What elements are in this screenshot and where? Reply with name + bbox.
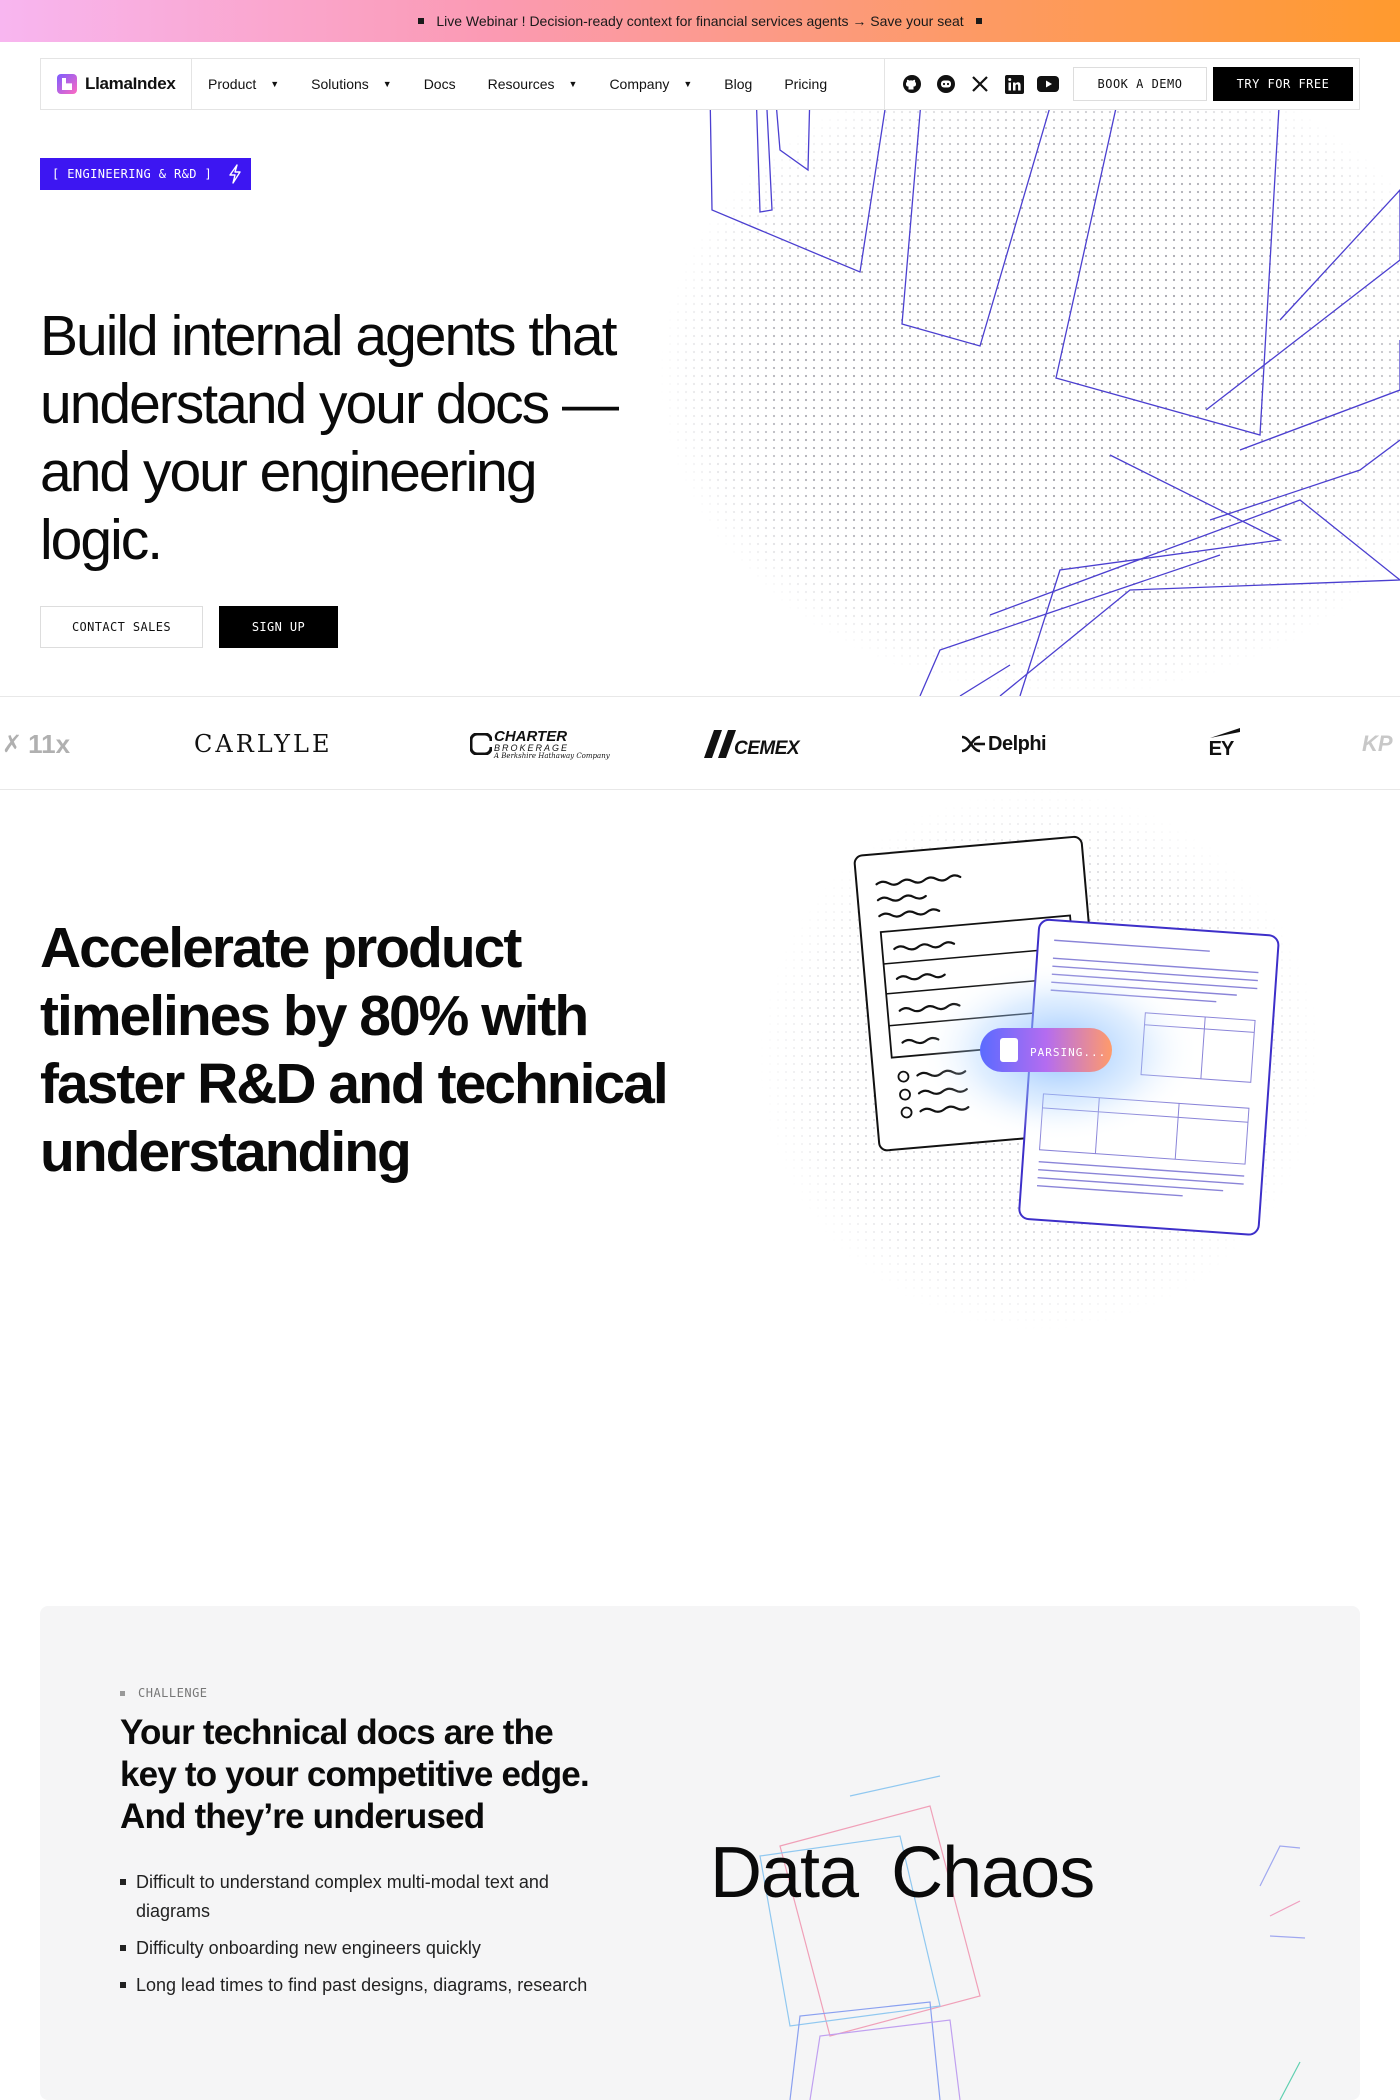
charter-sub: BROKERAGE <box>494 742 570 753</box>
category-tag: [ ENGINEERING & R&D ] <box>40 158 224 190</box>
nav-company-label: Company <box>609 76 670 92</box>
parsing-label: PARSING... <box>1030 1046 1107 1059</box>
logo-delphi <box>960 697 1046 790</box>
youtube-icon[interactable] <box>1037 73 1059 95</box>
delphi-text: Delphi <box>988 732 1047 755</box>
logo-kpmg-partial: KP <box>1362 731 1393 756</box>
linkedin-icon[interactable] <box>1003 73 1025 95</box>
sign-up-button[interactable]: SIGN UP <box>219 606 338 648</box>
challenge-title: Your technical docs are the key to your competitive edge. And they’re underused <box>120 1713 589 1836</box>
label-bullet <box>120 1691 125 1696</box>
nav-blog-label: Blog <box>724 76 753 92</box>
main-nav <box>40 58 1360 110</box>
logo-11x-text: 11x <box>28 728 71 759</box>
banner-bullet <box>418 18 424 24</box>
ey-mark-icon <box>1210 728 1240 738</box>
challenge-label-text: CHALLENGE <box>138 1686 208 1700</box>
nav-solutions-label: Solutions <box>311 76 369 92</box>
list-item: Difficulty onboarding new engineers quickly <box>120 1934 600 1963</box>
challenge-list <box>120 1868 600 2008</box>
nav-resources-label: Resources <box>487 76 555 92</box>
hero-geometric-graphic <box>660 110 1400 696</box>
customer-logos-strip <box>0 696 1400 790</box>
nav-docs[interactable] <box>424 76 456 92</box>
hero-title: Build internal agents that understand your docs — and your engineering logic. <box>40 304 618 572</box>
nav-links <box>192 59 884 109</box>
contact-sales-button[interactable]: CONTACT SALES <box>40 606 203 648</box>
nav-company[interactable] <box>609 76 692 92</box>
try-free-button[interactable]: TRY FOR FREE <box>1213 67 1353 101</box>
data-chaos-graphic <box>640 1766 1360 2100</box>
logo-ey <box>1202 697 1240 790</box>
nav-blog[interactable] <box>724 76 752 92</box>
banner-bullet <box>976 18 982 24</box>
list-item: Long lead times to find past designs, diagrams, research <box>120 1971 600 2000</box>
nav-pricing[interactable] <box>784 76 827 92</box>
logo-text: LlamaIndex <box>85 74 176 93</box>
nav-product[interactable] <box>208 76 279 92</box>
logo[interactable] <box>41 59 192 109</box>
book-demo-button[interactable]: BOOK A DEMO <box>1073 67 1207 101</box>
github-icon[interactable] <box>901 73 923 95</box>
logo-cemex <box>704 697 799 790</box>
logo-carlyle: CARLYLE <box>194 730 333 758</box>
ey-text: EY <box>1208 737 1234 760</box>
section-title-accelerate: Accelerate product timelines by 80% with faster R&D and technical understanding <box>40 916 667 1184</box>
banner-text[interactable]: Live Webinar ! Decision-ready context for financial services agents → Save your seat <box>436 13 964 29</box>
lightning-bolt-icon <box>219 158 251 190</box>
caret-down-icon: ▼ <box>382 79 392 89</box>
charter-mark-icon <box>470 733 492 755</box>
delphi-mark-icon <box>960 735 986 753</box>
logo-11x <box>2 697 70 790</box>
llama-logo-icon <box>57 74 77 94</box>
list-item: Difficult to understand complex multi-modal text and diagrams <box>120 1868 600 1926</box>
charter-name: CHARTER <box>494 727 568 745</box>
caret-down-icon: ▼ <box>568 79 578 89</box>
charter-tagline: A Berkshire Hathaway Company <box>494 751 610 760</box>
nav-product-label: Product <box>208 76 257 92</box>
caret-down-icon: ▼ <box>270 79 280 89</box>
challenge-label <box>120 1686 208 1700</box>
nav-actions <box>884 59 1359 109</box>
nav-solutions[interactable] <box>311 76 392 92</box>
nav-docs-label: Docs <box>423 76 456 92</box>
promo-banner[interactable] <box>0 0 1400 42</box>
nav-resources[interactable] <box>488 76 578 92</box>
discord-icon[interactable] <box>935 73 957 95</box>
logo-charter <box>470 697 610 790</box>
11x-mark-icon: ✗ <box>2 730 23 758</box>
caret-down-icon: ▼ <box>683 79 693 89</box>
cemex-text: CEMEX <box>734 738 800 759</box>
charter-text <box>494 729 610 760</box>
data-chaos-heading: Data Chaos <box>710 1833 1095 1913</box>
challenge-card <box>40 1606 1360 2100</box>
document-parsing-illustration <box>760 790 1320 1330</box>
nav-pricing-label: Pricing <box>784 76 828 92</box>
x-icon[interactable] <box>969 73 991 95</box>
